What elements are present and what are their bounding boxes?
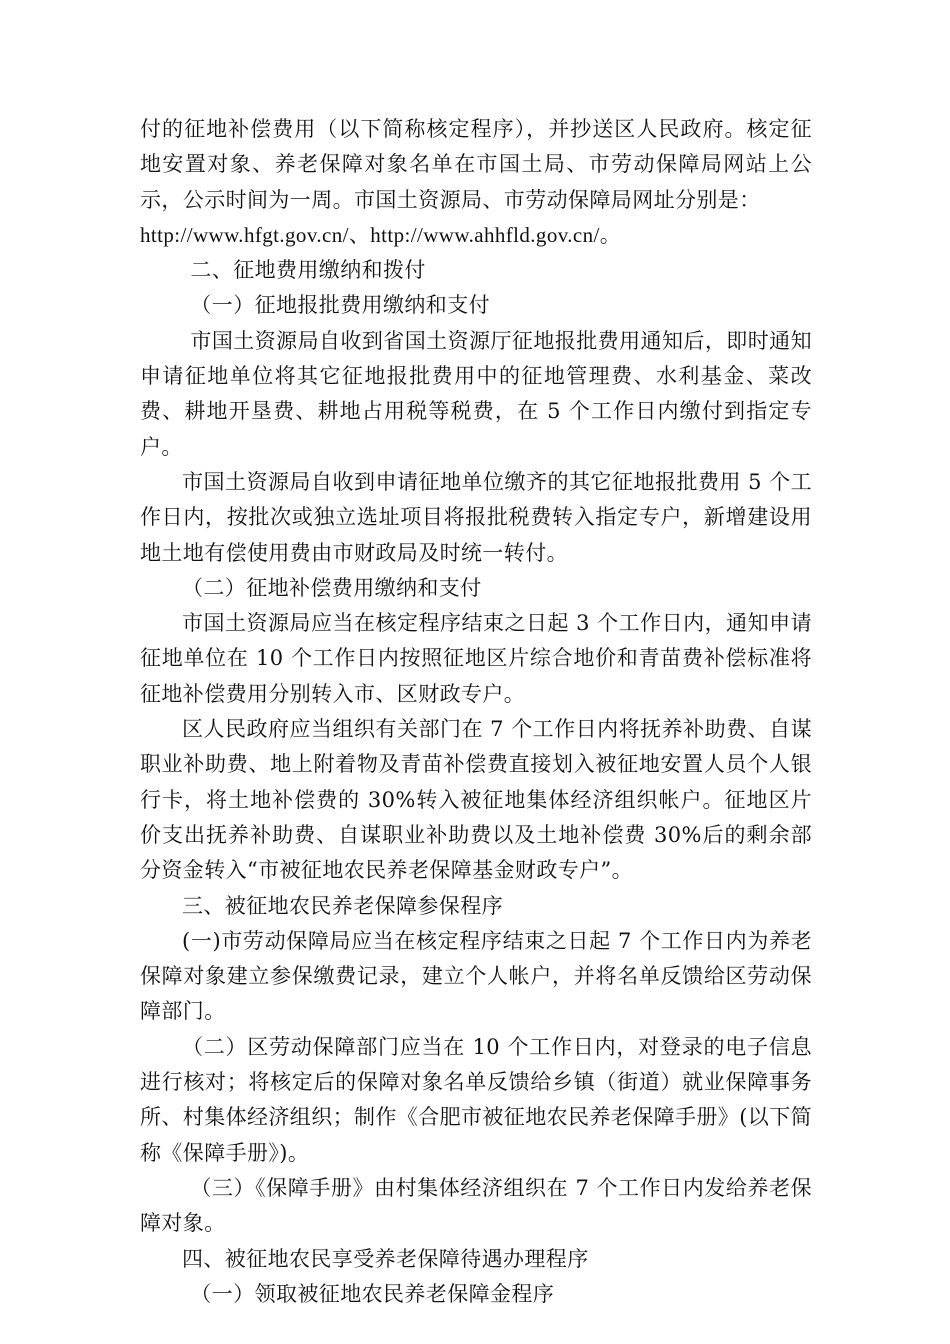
paragraph: 市国土资源局自收到申请征地单位缴齐的其它征地报批费用 5 个工作日内，按批次或独立选址项目将报批税费转入指定专户，新增建设用地土地有偿使用费由市财政局及时统一转付。 [140, 469, 812, 565]
section-heading-2: 二、征地费用缴纳和拨付 [190, 258, 426, 283]
paragraph: （二）区劳动保障部门应当在 10 个工作日内，对登录的电子信息进行核对；将核定后的保障对象名单反馈给乡镇（街道）就业保障事务所、村集体经济组织；制作《合肥市被征地农民养老保障手册》(以下简称《保障手册》)。 [140, 1034, 812, 1165]
section-heading-3: 三、被征地农民养老保障参保程序 [182, 893, 503, 918]
paragraph-continuation: 付的征地补偿费用（以下简称核定程序），并抄送区人民政府。核定征地安置对象、养老保障对象名单在市国土局、市劳动保障局网站上公示，公示时间为一周。市国土资源局、市劳动保障局网址分别是： [140, 117, 812, 212]
subsection-heading-2-1: （一）征地报批费用缴纳和支付 [190, 293, 490, 318]
subsection-heading-2-2: （二）征地补偿费用缴纳和支付 [182, 575, 482, 600]
subsection-heading-4-1: （一）领取被征地农民养老保障金程序 [190, 1281, 555, 1306]
paragraph: 市国土资源局应当在核定程序结束之日起 3 个工作日内，通知申请征地单位在 10 个工作日内按照征地区片综合地价和青苗费补偿标准将征地补偿费用分别转入市、区财政专户。 [140, 611, 812, 706]
paragraph: 区人民政府应当组织有关部门在 7 个工作日内将抚养补助费、自谋职业补助费、地上附着物及青苗补偿费直接划入被征地安置人员个人银行卡，将土地补偿费的 30%转入被征地集体经济组织帐户。征地区片价支出抚养补助费、自谋职业补助费以及土地补偿费 30%后的剩余部分资金转入“市被征地农民养老保障基金财政专户”。 [140, 717, 812, 883]
paragraph: (一)市劳动保障局应当在核定程序结束之日起 7 个工作日内为养老保障对象建立参保缴费记录，建立个人帐户，并将名单反馈给区劳动保障部门。 [140, 928, 812, 1024]
section-heading-4: 四、被征地农民享受养老保障待遇办理程序 [182, 1246, 589, 1271]
document-body [140, 112, 812, 1312]
paragraph-urls: http://www.hfgt.gov.cn/、http://www.ahhfld.gov.cn/。 [140, 222, 622, 247]
paragraph: 市国土资源局自收到省国土资源厅征地报批费用通知后，即时通知申请征地单位将其它征地报批费用中的征地管理费、水利基金、菜改费、耕地开垦费、耕地占用税等税费，在 5 个工作日内缴付到指定专户。 [140, 328, 812, 459]
paragraph: （三）《保障手册》由村集体经济组织在 7 个工作日内发给养老保障对象。 [140, 1175, 812, 1236]
